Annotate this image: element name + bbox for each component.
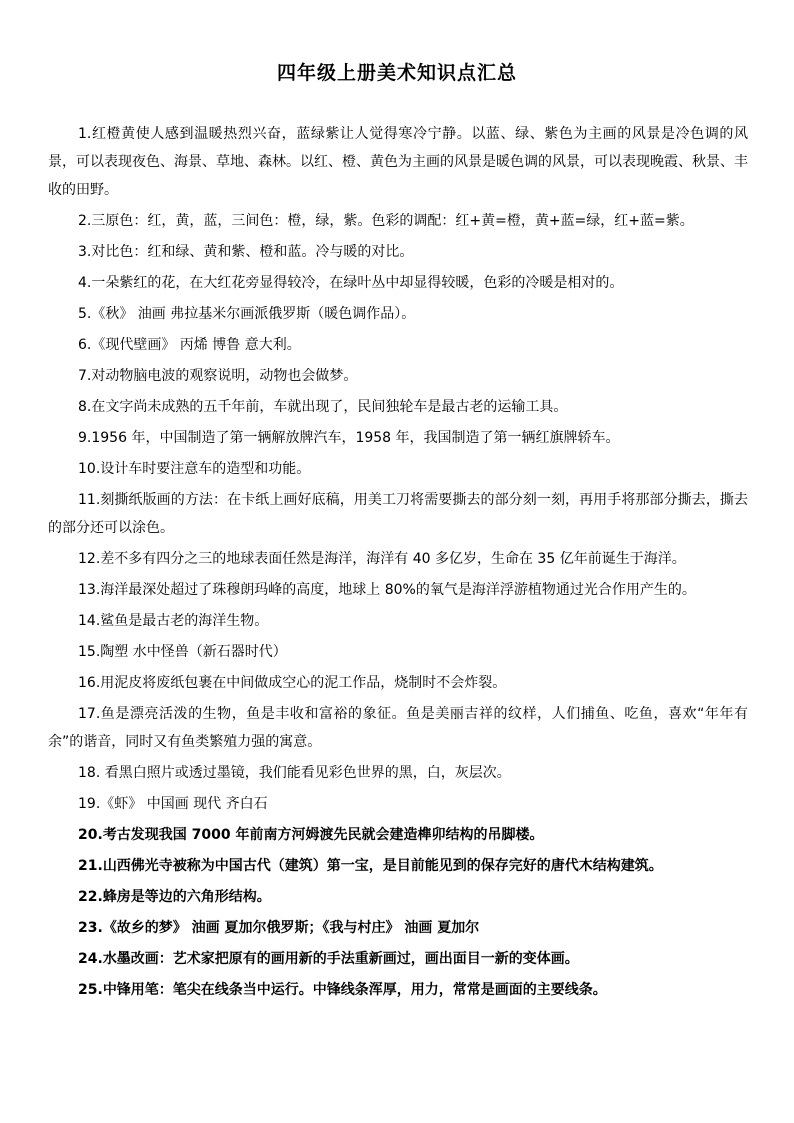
item-number: 15.	[78, 644, 101, 660]
item-text: 1956 年，中国制造了第一辆解放牌汽车，1958 年，我国制造了第一辆红旗牌轿车。	[91, 430, 620, 446]
item-text: 红橙黄使人感到温暖热烈兴奋，蓝绿紫让人觉得寒冷宁静。以蓝、绿、紫色为主画的风景是冷色调的风景，可以表现夜色、海景、草地、森林。以红、橙、黄色为主画的风景是暖色调的风景，可以表现晚霞、秋景、丰收的田野。	[48, 126, 748, 198]
list-item	[48, 269, 748, 297]
item-text: 水墨改画：艺术家把原有的画用新的手法重新画过，画出面目一新的变体画。	[102, 951, 579, 967]
item-text: 《虾》 中国画 现代 齐白石	[100, 796, 268, 812]
item-number: 23.	[78, 920, 103, 936]
item-number: 24.	[78, 951, 103, 967]
item-number: 19.	[78, 796, 101, 812]
item-text: 《秋》 油画 弗拉基米尔画派俄罗斯（暖色调作品）。	[91, 306, 416, 322]
item-number: 10.	[78, 461, 101, 477]
list-item	[48, 120, 748, 204]
list-item	[48, 424, 748, 452]
list-item	[48, 852, 748, 880]
list-item	[48, 669, 748, 697]
list-item	[48, 545, 748, 573]
item-number: 4.	[78, 275, 92, 291]
item-text: 陶塑 水中怪兽（新石器时代）	[100, 644, 287, 660]
list-item	[48, 238, 748, 266]
item-number: 13.	[78, 582, 101, 598]
item-number: 16.	[78, 675, 101, 691]
list-item	[48, 790, 748, 818]
item-text: 考古发现我国 7000 年前南方河姆渡先民就会建造榫卯结构的吊脚楼。	[102, 827, 544, 843]
item-number: 6.	[78, 337, 92, 353]
item-number: 7.	[78, 368, 92, 384]
item-text: 设计车时要注意车的造型和功能。	[100, 461, 311, 477]
item-text: 三原色：红，黄，蓝，三间色：橙，绿，紫。色彩的调配：红+黄=橙，黄+蓝=绿，红+蓝=紫。	[91, 213, 694, 229]
item-text: 用泥皮将废纸包裹在中间做成空心的泥工作品，烧制时不会炸裂。	[100, 675, 507, 691]
item-number: 12.	[78, 551, 101, 567]
list-item	[48, 638, 748, 666]
item-number: 8.	[78, 399, 92, 415]
item-number: 11.	[78, 492, 101, 508]
item-text: 刻撕纸版画的方法：在卡纸上画好底稿，用美工刀将需要撕去的部分刻一刻，再用手将那部分撕去，撕去的部分还可以涂色。	[48, 492, 748, 536]
item-text: 鱼是漂亮活泼的生物，鱼是丰收和富裕的象征。鱼是美丽吉祥的纹样，人们捕鱼、吃鱼，喜欢“年年有余”的谐音，同时又有鱼类繁殖力强的寓意。	[48, 706, 748, 750]
list-item	[48, 945, 748, 973]
list-item	[48, 300, 748, 328]
item-text: 对比色：红和绿、黄和紫、橙和蓝。冷与暖的对比。	[91, 244, 414, 260]
item-number: 18.	[78, 765, 101, 781]
item-text: 对动物脑电波的观察说明，动物也会做梦。	[91, 368, 358, 384]
list-item	[48, 914, 748, 942]
list-item	[48, 607, 748, 635]
item-number: 1.	[78, 126, 92, 142]
item-text: 一朵紫红的花，在大红花旁显得较冷，在绿叶丛中却显得较暖，色彩的冷暖是相对的。	[91, 275, 624, 291]
item-number: 2.	[78, 213, 92, 229]
item-number: 14.	[78, 613, 101, 629]
item-text: 差不多有四分之三的地球表面任然是海洋，海洋有 40 多亿岁，生命在 35 亿年前诞生于海洋。	[100, 551, 686, 567]
list-item	[48, 207, 748, 235]
item-number: 9.	[78, 430, 92, 446]
list-item	[48, 576, 748, 604]
item-text: 山西佛光寺被称为中国古代（建筑）第一宝，是目前能见到的保存完好的唐代木结构建筑。	[102, 858, 663, 874]
item-text: 看黑白照片或透过墨镜，我们能看见彩色世界的黑，白，灰层次。	[100, 765, 511, 781]
item-number: 21.	[78, 858, 103, 874]
list-item	[48, 700, 748, 756]
list-item	[48, 331, 748, 359]
list-item	[48, 455, 748, 483]
list-item	[48, 821, 748, 849]
item-text: 《现代壁画》 丙烯 博鲁 意大利。	[91, 337, 301, 353]
item-number: 3.	[78, 244, 92, 260]
list-item	[48, 976, 748, 1004]
item-number: 25.	[78, 982, 103, 998]
list-item	[48, 393, 748, 421]
item-number: 5.	[78, 306, 92, 322]
list-item	[48, 362, 748, 390]
list-item	[48, 759, 748, 787]
item-text: 鲨鱼是最古老的海洋生物。	[100, 613, 269, 629]
item-text: 中锋用笔：笔尖在线条当中运行。中锋线条浑厚，用力，常常是画面的主要线条。	[102, 982, 607, 998]
item-number: 17.	[78, 706, 101, 722]
knowledge-list	[48, 120, 748, 1007]
item-number: 22.	[78, 889, 103, 905]
list-item	[48, 486, 748, 542]
item-text: 海洋最深处超过了珠穆朗玛峰的高度，地球上 80%的氧气是海洋浮游植物通过光合作用产生的。	[100, 582, 696, 598]
list-item	[48, 883, 748, 911]
page-title: 四年级上册美术知识点汇总	[276, 62, 517, 84]
item-number: 20.	[78, 827, 103, 843]
item-text: 在文字尚未成熟的五千年前，车就出现了，民间独轮车是最古老的运输工具。	[91, 399, 568, 415]
item-text: 蜂房是等边的六角形结构。	[102, 889, 271, 905]
item-text: 《故乡的梦》 油画 夏加尔俄罗斯；《我与村庄》 油画 夏加尔	[102, 920, 480, 936]
